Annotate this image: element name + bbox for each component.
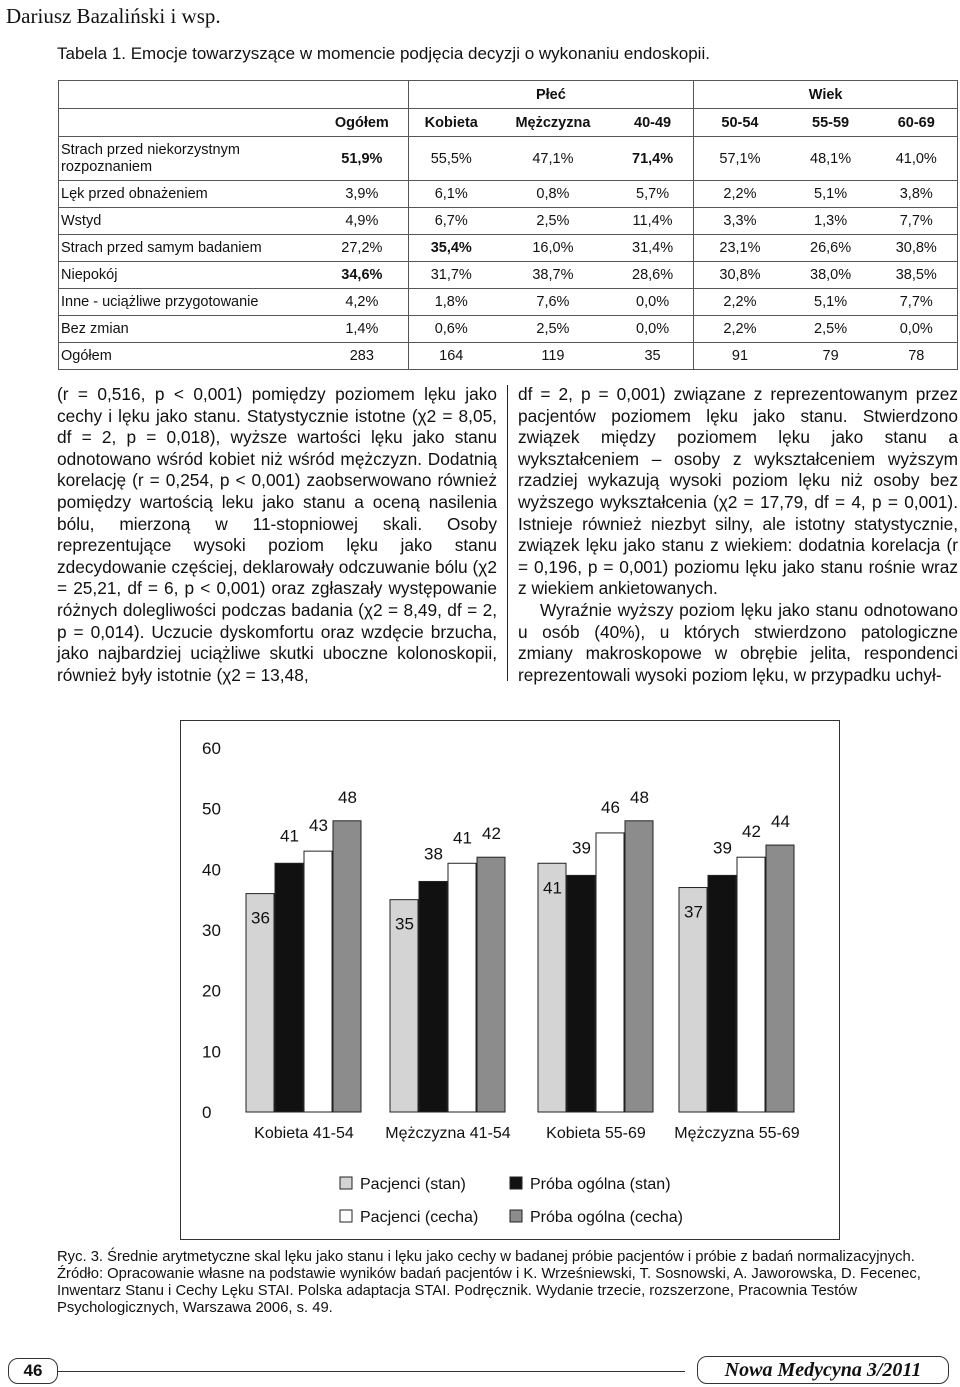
table-cell: 3,3% [694,208,786,235]
table-cell: 27,2% [316,235,408,262]
category-label: Kobieta 41-54 [254,1125,354,1142]
column-header: 55-59 [812,114,850,131]
data-label: 42 [482,824,501,844]
legend-swatch [340,1177,352,1189]
table-cell: 30,8% [694,262,786,289]
table-cell: 55,5% [408,137,494,181]
table-cell: 7,6% [494,289,612,316]
legend-label: Próba ogólna (cecha) [530,1209,683,1226]
data-label: 38 [424,844,443,864]
table-cell: 41,0% [876,137,958,181]
column-header: 60-69 [897,114,935,131]
data-label: 48 [630,787,649,807]
body-text-left-column [57,384,497,686]
legend-label: Pacjenci (stan) [360,1176,466,1193]
table-cell: 0,0% [876,316,958,343]
table-row [59,208,958,235]
table-cell: 38,5% [876,262,958,289]
y-tick-label: 50 [202,799,221,819]
bar [275,863,303,1112]
caption-source: Źródło: Opracowanie własne na podstawie wyników badań pacjentów i K. Wrześniewski, T. Sosnowski, A. Jaworowska, D. Fecenec, Inwentarz Stanu i Cechy Lęku STAI. Polska adaptacja STAI. Podręcznik. Wydanie trzecie, rozszerzone, Pracownia Testów Psychologicznych, Warszawa 2006, s. 49. [57,1266,921,1316]
table-cell: 2,2% [694,289,786,316]
y-tick-label: 10 [202,1042,221,1062]
table-cell: 28,6% [612,262,694,289]
column-divider [507,385,508,681]
legend-swatch [510,1210,522,1222]
table-cell: 38,0% [786,262,876,289]
row-label: Ogółem [59,343,317,370]
table-cell: 71,4% [612,137,694,181]
table-corner-ogolem [316,81,408,109]
row-label: Lęk przed obnażeniem [59,181,317,208]
column-header: Kobieta [408,109,494,137]
row-label: Strach przed samym badaniem [59,235,317,262]
table-row [59,235,958,262]
table-cell: 119 [494,343,612,370]
column-header: Ogółem [334,114,389,131]
figure-caption [57,1249,960,1317]
table-cell: 5,7% [612,181,694,208]
table-cell: 57,1% [694,137,786,181]
table-row [59,262,958,289]
data-label: 48 [338,787,357,807]
group-header-gender: Płeć [408,81,694,109]
data-label: 41 [453,828,472,848]
row-label: Bez zmian [59,316,317,343]
legend-label: Próba ogólna (stan) [530,1176,671,1193]
table-corner [59,81,317,109]
table-cell: 11,4% [612,208,694,235]
table-cell: 0,8% [494,181,612,208]
table-row [59,181,958,208]
legend-label: Pacjenci (cecha) [360,1209,479,1226]
table-cell: 30,8% [876,235,958,262]
y-tick-label: 60 [202,739,221,758]
paragraph: (r = 0,516, p < 0,001) pomiędzy poziomem lęku jako cechy i lęku jako stanu. Statystycznie istotne (χ2 = 8,05, df = 2, p = 0,018), wyższe wartości lęku jako stanu odnotowano wśród kobiet niż wśród mężczyzn. Dodatnią korelację (r = 0,254, p < 0,001) zaobserwowano również pomiędzy wartością leku jako stanu a oceną nasilenia bólu, mierzoną w 11-stopniowej skali. Osoby reprezentujące wysoki poziom lęku jako stanu zdecydowanie częściej, deklarowały odczuwanie bólu (χ2 = 25,21, df = 6, p < 0,001) oraz zgłaszały występowanie różnych dolegliwości podczas badania (χ2 = 8,49, df = 2, p = 0,014). Uczucie dyskomfortu oraz wzdęcie brzucha, jako najbardziej uciążliwe skutki uboczne kolonoskopii, również były istotnie (χ2 = 13,48, [57,384,497,685]
table-cell: 3,8% [876,181,958,208]
table-cell: 0,6% [408,316,494,343]
bar [419,881,447,1112]
bar [567,875,595,1112]
table-cell: 31,7% [408,262,494,289]
paragraph: df = 2, p = 0,001) związane z reprezentowanym przez pacjentów poziomem lęku jako stanu. Stwierdzono związek między poziomem lęku jako stanu a wykształceniem – osoby z wykształceniem wyższym rzadziej wykazują wysoki poziom lęku niż osoby bez wyższego wykształcenia (χ2 = 17,79, df = 4, p = 0,001). Istnieje również niezbyt silny, ale istotny statystycznie, związek lęku jako stanu z wiekiem: dodatnia korelacja (r = 0,196, p = 0,001) poziomu lęku jako stanu rośnie wraz z wiekiem ankietowanych. [518,384,958,599]
table-cell: 79 [786,343,876,370]
table-cell: 1,4% [316,316,408,343]
data-label: 37 [684,902,703,922]
table-row [59,289,958,316]
data-label: 39 [572,838,591,858]
table-cell: 7,7% [876,208,958,235]
column-header: 50-54 [694,109,786,137]
table-cell: 48,1% [786,137,876,181]
table-cell: 2,2% [694,181,786,208]
bar [477,857,505,1112]
journal-name: Nowa Medycyna 3/2011 [697,1356,949,1384]
bar-chart [180,720,840,1240]
table-cell: 2,5% [494,208,612,235]
y-tick-label: 20 [202,981,221,1001]
table-cell: 164 [408,343,494,370]
bar [596,833,624,1112]
table-cell: 4,2% [316,289,408,316]
caption-title: Ryc. 3. Średnie arytmetyczne skal lęku jako stanu i lęku jako cechy w badanej próbie pacjentów i próbie z badań normalizacyjnych. [57,1249,915,1265]
group-header-age: Wiek [694,81,958,109]
table-cell: 6,1% [408,181,494,208]
emotions-table [58,80,958,370]
bar [737,857,765,1112]
y-tick-label: 30 [202,921,221,940]
running-head: Dariusz Bazaliński i wsp. [6,4,221,28]
footer-rule [57,1371,685,1372]
table-cell: 23,1% [694,235,786,262]
column-header: Mężczyzna [515,114,591,131]
table-row [59,316,958,343]
table-cell: 7,7% [876,289,958,316]
table-cell: 2,2% [694,316,786,343]
data-label: 41 [543,878,562,898]
y-tick-label: 40 [202,860,221,880]
table-cell: 2,5% [786,316,876,343]
data-label: 43 [309,816,328,836]
table-cell: 31,4% [612,235,694,262]
category-label: Mężczyzna 41-54 [385,1125,511,1142]
row-label: Strach przed niekorzystnym rozpoznaniem [59,137,317,181]
bar [333,821,361,1112]
paragraph: Wyraźnie wyższy poziom lęku jako stanu odnotowano u osób (40%), u których stwierdzono patologiczne zmiany makroskopowe w obrębie jelita, respondenci reprezentowali wysoki poziom lęku, w przypadku uchył- [518,599,958,685]
bar [708,875,736,1112]
table-cell: 35,4% [408,235,494,262]
bar [766,845,794,1112]
data-label: 39 [713,838,732,858]
table-cell: 38,7% [494,262,612,289]
legend-swatch [510,1177,522,1189]
column-header-blank [59,109,317,137]
table-cell: 78 [876,343,958,370]
table-cell: 26,6% [786,235,876,262]
body-text-right-column [518,384,958,686]
data-label: 41 [280,826,299,846]
figure [180,720,840,1245]
bar [625,821,653,1112]
y-tick-label: 0 [202,1103,212,1122]
data-label: 35 [395,914,414,934]
bar [538,863,566,1112]
table-cell: 91 [694,343,786,370]
table-cell: 16,0% [494,235,612,262]
table-cell: 6,7% [408,208,494,235]
row-label: Niepokój [59,262,317,289]
row-label: Wstyd [59,208,317,235]
column-header: 40-49 [634,114,672,131]
legend-swatch [340,1210,352,1222]
table-cell: 1,3% [786,208,876,235]
table-cell: 1,8% [408,289,494,316]
table-cell: 5,1% [786,181,876,208]
category-label: Mężczyzna 55-69 [674,1125,800,1142]
bar [448,863,476,1112]
table-cell: 35 [612,343,694,370]
page-footer [5,1350,955,1386]
row-label: Inne - uciążliwe przygotowanie [59,289,317,316]
table-cell: 0,0% [612,316,694,343]
page-number: 46 [8,1358,58,1384]
table-cell: 4,9% [316,208,408,235]
table-cell: 5,1% [786,289,876,316]
data-label: 46 [601,797,620,817]
bar [304,851,332,1112]
table-cell: 3,9% [316,181,408,208]
data-label: 36 [251,908,270,928]
category-label: Kobieta 55-69 [546,1125,646,1142]
table-cell: 34,6% [316,262,408,289]
table-caption: Tabela 1. Emocje towarzyszące w momencie podjęcia decyzji o wykonaniu endoskopii. [57,44,710,63]
data-label: 42 [742,822,761,842]
data-label: 44 [771,812,790,832]
table-row [59,343,958,370]
table-cell: 51,9% [316,137,408,181]
table-cell: 47,1% [494,137,612,181]
table-cell: 283 [316,343,408,370]
table-row [59,137,958,181]
table-cell: 0,0% [612,289,694,316]
table-cell: 2,5% [494,316,612,343]
